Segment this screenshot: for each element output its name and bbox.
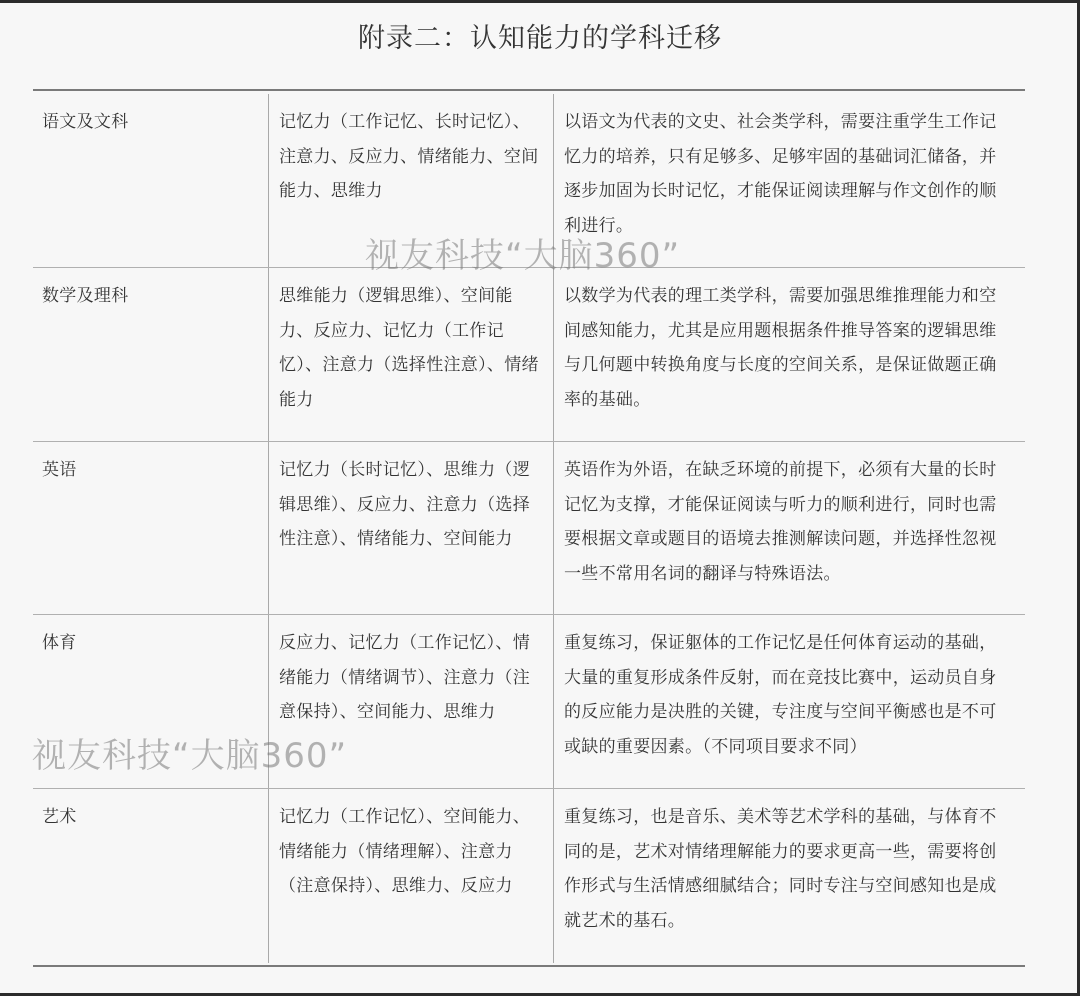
row-divider xyxy=(33,788,1025,789)
ability-cell: 记忆力（工作记忆、长时记忆）、注意力、反应力、情绪能力、空间能力、思维力 xyxy=(279,112,539,201)
subject-cell: 体育 xyxy=(42,633,77,653)
row-divider xyxy=(33,267,1025,268)
subject-cell: 数学及理科 xyxy=(42,286,129,306)
description-cell: 以数学为代表的理工类学科，需要加强思维推理能力和空间感知能力，尤其是应用题根据条件推导答案的逻辑思维与几何题中转换角度与长度的空间关系，是保证做题正确率的基础。 xyxy=(564,286,997,410)
ability-cell: 思维能力（逻辑思维）、空间能力、反应力、记忆力（工作记忆）、注意力（选择性注意）、情绪能力 xyxy=(279,286,539,410)
table-top-rule xyxy=(33,89,1025,91)
column-divider xyxy=(268,94,269,963)
table-bottom-rule xyxy=(33,965,1025,967)
row-divider xyxy=(33,441,1025,442)
description-cell: 英语作为外语，在缺乏环境的前提下，必须有大量的长时记忆为支撑，才能保证阅读与听力的顺利进行，同时也需要根据文章或题目的语境去推测解读问题，并选择性忽视一些不常用名词的翻译与特殊语法。 xyxy=(564,460,997,584)
description-cell: 重复练习，也是音乐、美术等艺术学科的基础，与体育不同的是，艺术对情绪理解能力的要求更高一些，需要将创作形式与生活情感细腻结合；同时专注与空间感知也是成就艺术的基石。 xyxy=(564,807,997,931)
subject-cell: 语文及文科 xyxy=(42,112,129,132)
subject-cell: 艺术 xyxy=(42,807,77,827)
description-cell: 以语文为代表的文史、社会类学科，需要注重学生工作记忆力的培养，只有足够多、足够牢固的基础词汇储备，并逐步加固为长时记忆，才能保证阅读理解与作文创作的顺利进行。 xyxy=(564,112,997,236)
subject-cell: 英语 xyxy=(42,460,77,480)
watermark-text: 视友科技“大脑360” xyxy=(365,236,681,276)
description-cell: 重复练习，保证躯体的工作记忆是任何体育运动的基础，大量的重复形成条件反射，而在竞技比赛中，运动员自身的反应能力是决胜的关键，专注度与空间平衡感也是不可或缺的重要因素。（不同项目要求不同） xyxy=(564,633,997,757)
page-title: 附录二：认知能力的学科迁移 xyxy=(358,23,722,54)
column-divider xyxy=(553,94,554,963)
ability-cell: 记忆力（工作记忆）、空间能力、情绪能力（情绪理解）、注意力（注意保持）、思维力、反应力 xyxy=(279,807,530,896)
row-divider xyxy=(33,614,1025,615)
watermark-text: 视友科技“大脑360” xyxy=(32,736,348,776)
ability-cell: 反应力、记忆力（工作记忆）、情绪能力（情绪调节）、注意力（注意保持）、空间能力、思维力 xyxy=(279,633,530,722)
ability-cell: 记忆力（长时记忆）、思维力（逻辑思维）、反应力、注意力（选择性注意）、情绪能力、空间能力 xyxy=(279,460,530,549)
top-border xyxy=(0,0,1080,3)
